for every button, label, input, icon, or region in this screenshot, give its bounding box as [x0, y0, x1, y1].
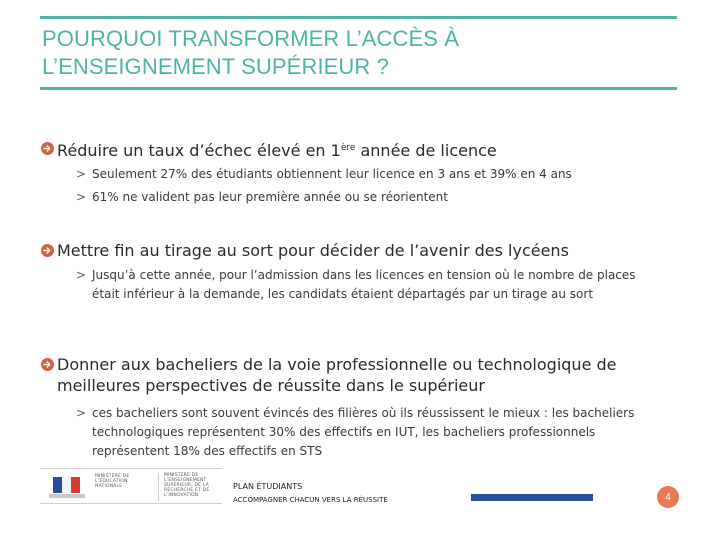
sub-marker: > [76, 190, 87, 204]
ministry-higher-education-label: MINISTÈRE DE L’ENSEIGNEMENT SUPÉRIEUR, DE LA RECHERCHE ET DE L’INNOVATION [164, 473, 210, 498]
bullet-2-text: Mettre fin au tirage au sort pour décider de l’avenir des lycéens [57, 241, 569, 260]
bullet-3-sub-1 [76, 404, 674, 461]
bullet-2-sub-1 [76, 266, 661, 304]
bullet-1 [41, 138, 681, 207]
bullet-1-sub-1-text: Seulement 27% des étudiants obtiennent leur licence en 3 ans et 39% en 4 ans [92, 167, 572, 181]
title-line-1: POURQUOI TRANSFORMER L’ACCÈS À [42, 26, 459, 51]
ministry-logo [40, 468, 222, 504]
bullet-3-sub-1-text: ces bacheliers sont souvent évincés des filières où ils réussissent le mieux : les bacheliers technologiques représentent 30% des effectifs en IUT, les bacheliers professionnels représentent 18% des effectifs en STS [92, 406, 635, 458]
sub-marker: > [76, 167, 87, 181]
ministry-education-label: MINISTÈRE DE L’ÉDUCATION NATIONALE [95, 474, 130, 489]
bullet-1-text-suffix: année de licence [355, 141, 497, 160]
bullet-3 [41, 354, 681, 461]
arrow-circle-icon [41, 142, 54, 155]
french-republic-flag-icon [45, 475, 87, 499]
plan-subtitle: ACCOMPAGNER CHACUN VERS LA RÉUSSITE [233, 496, 388, 504]
sub-marker: > [76, 406, 87, 420]
sub-marker: > [76, 268, 87, 282]
title-bottom-rule [40, 87, 677, 90]
bullet-1-sub-1 [76, 165, 681, 184]
logo-divider [158, 473, 159, 501]
arrow-circle-icon [41, 358, 54, 371]
title-line-2: L’ENSEIGNEMENT SUPÉRIEUR ? [42, 54, 389, 79]
bullet-3-main [41, 354, 641, 396]
bullet-2-main [41, 240, 681, 261]
bullet-1-main [41, 138, 681, 161]
bullet-1-sub-2-text: 61% ne valident pas leur première année ou se réorientent [92, 190, 448, 204]
footer [40, 468, 680, 508]
bullet-3-text: Donner aux bacheliers de la voie professionnelle ou technologique de meilleures perspectives de réussite dans le supérieur [57, 355, 617, 395]
bullet-2-sub-1-text: Jusqu’à cette année, pour l’admission dans les licences en tension où le nombre de places était inférieur à la demande, les candidats étaient départagés par un tirage au sort [92, 268, 636, 301]
bullet-1-text: Réduire un taux d’échec élevé en 1 [57, 141, 341, 160]
footer-accent-bar [471, 494, 593, 501]
page-number-badge: 4 [657, 486, 679, 508]
arrow-circle-icon [41, 244, 54, 257]
plan-title: PLAN ÉTUDIANTS [233, 482, 303, 491]
bullet-2 [41, 240, 681, 304]
slide-title [42, 25, 672, 81]
title-top-rule [40, 16, 677, 19]
bullet-1-sub-2 [76, 188, 681, 207]
bullet-1-superscript: ère [340, 143, 356, 153]
